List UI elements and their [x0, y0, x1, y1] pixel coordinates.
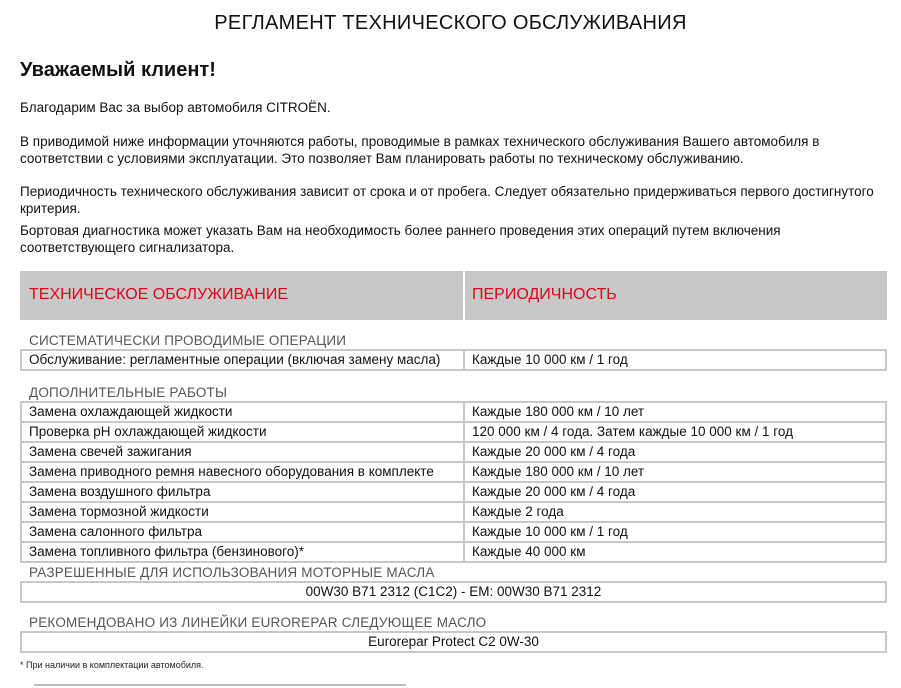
approved-oils-table	[20, 581, 887, 603]
operation-cell: Замена салонного фильтра	[29, 524, 202, 539]
footnote: * При наличии в комплектации автомобиля.	[20, 660, 204, 670]
table-row	[22, 351, 885, 369]
interval-cell: Каждые 20 000 км / 4 года	[472, 484, 636, 499]
intro-paragraph-3: Периодичность технического обслуживания зависит от срока и от пробега. Следует обязательно придерживаться первого достигнутого критерия.	[20, 184, 874, 216]
section-additional-title: ДОПОЛНИТЕЛЬНЫЕ РАБОТЫ	[29, 385, 228, 400]
interval-cell: Каждые 2 года	[472, 504, 564, 519]
page-title: РЕГЛАМЕНТ ТЕХНИЧЕСКОГО ОБСЛУЖИВАНИЯ	[214, 12, 687, 34]
greeting-heading: Уважаемый клиент!	[20, 59, 216, 81]
table-row	[22, 403, 885, 423]
operation-cell: Замена топливного фильтра (бензинового)*	[29, 544, 305, 559]
interval-cell: Каждые 10 000 км / 1 год	[472, 352, 628, 367]
table-row	[22, 503, 885, 523]
operation-cell: Обслуживание: регламентные операции (включая замену масла)	[29, 352, 441, 367]
header-interval: ПЕРИОДИЧНОСТЬ	[472, 286, 617, 303]
table-row	[22, 423, 885, 443]
section-oils-title: РАЗРЕШЕННЫЕ ДЛЯ ИСПОЛЬЗОВАНИЯ МОТОРНЫЕ МАСЛА	[29, 565, 435, 580]
section-systematic-title: СИСТЕМАТИЧЕСКИ ПРОВОДИМЫЕ ОПЕРАЦИИ	[29, 333, 347, 348]
intro-paragraph-4: Бортовая диагностика может указать Вам на необходимость более раннего проведения этих операций путем включения соответствующего сигнализатора.	[20, 223, 781, 255]
maintenance-table-header	[20, 271, 887, 320]
header-divider	[463, 271, 465, 320]
intro-paragraph-2: В приводимой ниже информации уточняются работы, проводимые в рамках технического обслуживания Вашего автомобиля в соответствии с условиями эксплуатации. Это позволяет Вам планировать работы по техническому обслуживанию.	[20, 134, 820, 166]
recommended-oil-table	[20, 631, 887, 653]
operation-cell: Проверка pH охлаждающей жидкости	[29, 424, 267, 439]
interval-cell: Каждые 10 000 км / 1 год	[472, 524, 628, 539]
interval-cell: 120 000 км / 4 года. Затем каждые 10 000 км / 1 год	[472, 424, 793, 439]
header-maintenance: ТЕХНИЧЕСКОЕ ОБСЛУЖИВАНИЕ	[29, 286, 289, 303]
table-row	[22, 543, 885, 561]
interval-cell: Каждые 180 000 км / 10 лет	[472, 404, 645, 419]
bottom-divider	[34, 684, 406, 686]
additional-works-table	[20, 401, 887, 563]
interval-cell: Каждые 20 000 км / 4 года	[472, 444, 636, 459]
table-row	[22, 463, 885, 483]
approved-oils-value: 00W30 B71 2312 (C1C2) - EM: 00W30 B71 2312	[305, 584, 602, 599]
interval-cell: Каждые 180 000 км / 10 лет	[472, 464, 645, 479]
table-row	[22, 483, 885, 503]
operation-cell: Замена свечей зажигания	[29, 444, 192, 459]
systematic-operations-table	[20, 349, 887, 371]
operation-cell: Замена охлаждающей жидкости	[29, 404, 233, 419]
section-recommended-title: РЕКОМЕНДОВАНО ИЗ ЛИНЕЙКИ EUROREPAR СЛЕДУЮЩЕЕ МАСЛО	[29, 615, 487, 630]
recommended-oil-value: Eurorepar Protect C2 0W-30	[368, 634, 539, 649]
table-row	[22, 443, 885, 463]
operation-cell: Замена воздушного фильтра	[29, 484, 211, 499]
interval-cell: Каждые 40 000 км	[472, 544, 586, 559]
intro-paragraph-1: Благодарим Вас за выбор автомобиля CITROËN.	[20, 100, 331, 115]
table-row	[22, 523, 885, 543]
operation-cell: Замена приводного ремня навесного оборудования в комплекте	[29, 464, 434, 479]
operation-cell: Замена тормозной жидкости	[29, 504, 209, 519]
